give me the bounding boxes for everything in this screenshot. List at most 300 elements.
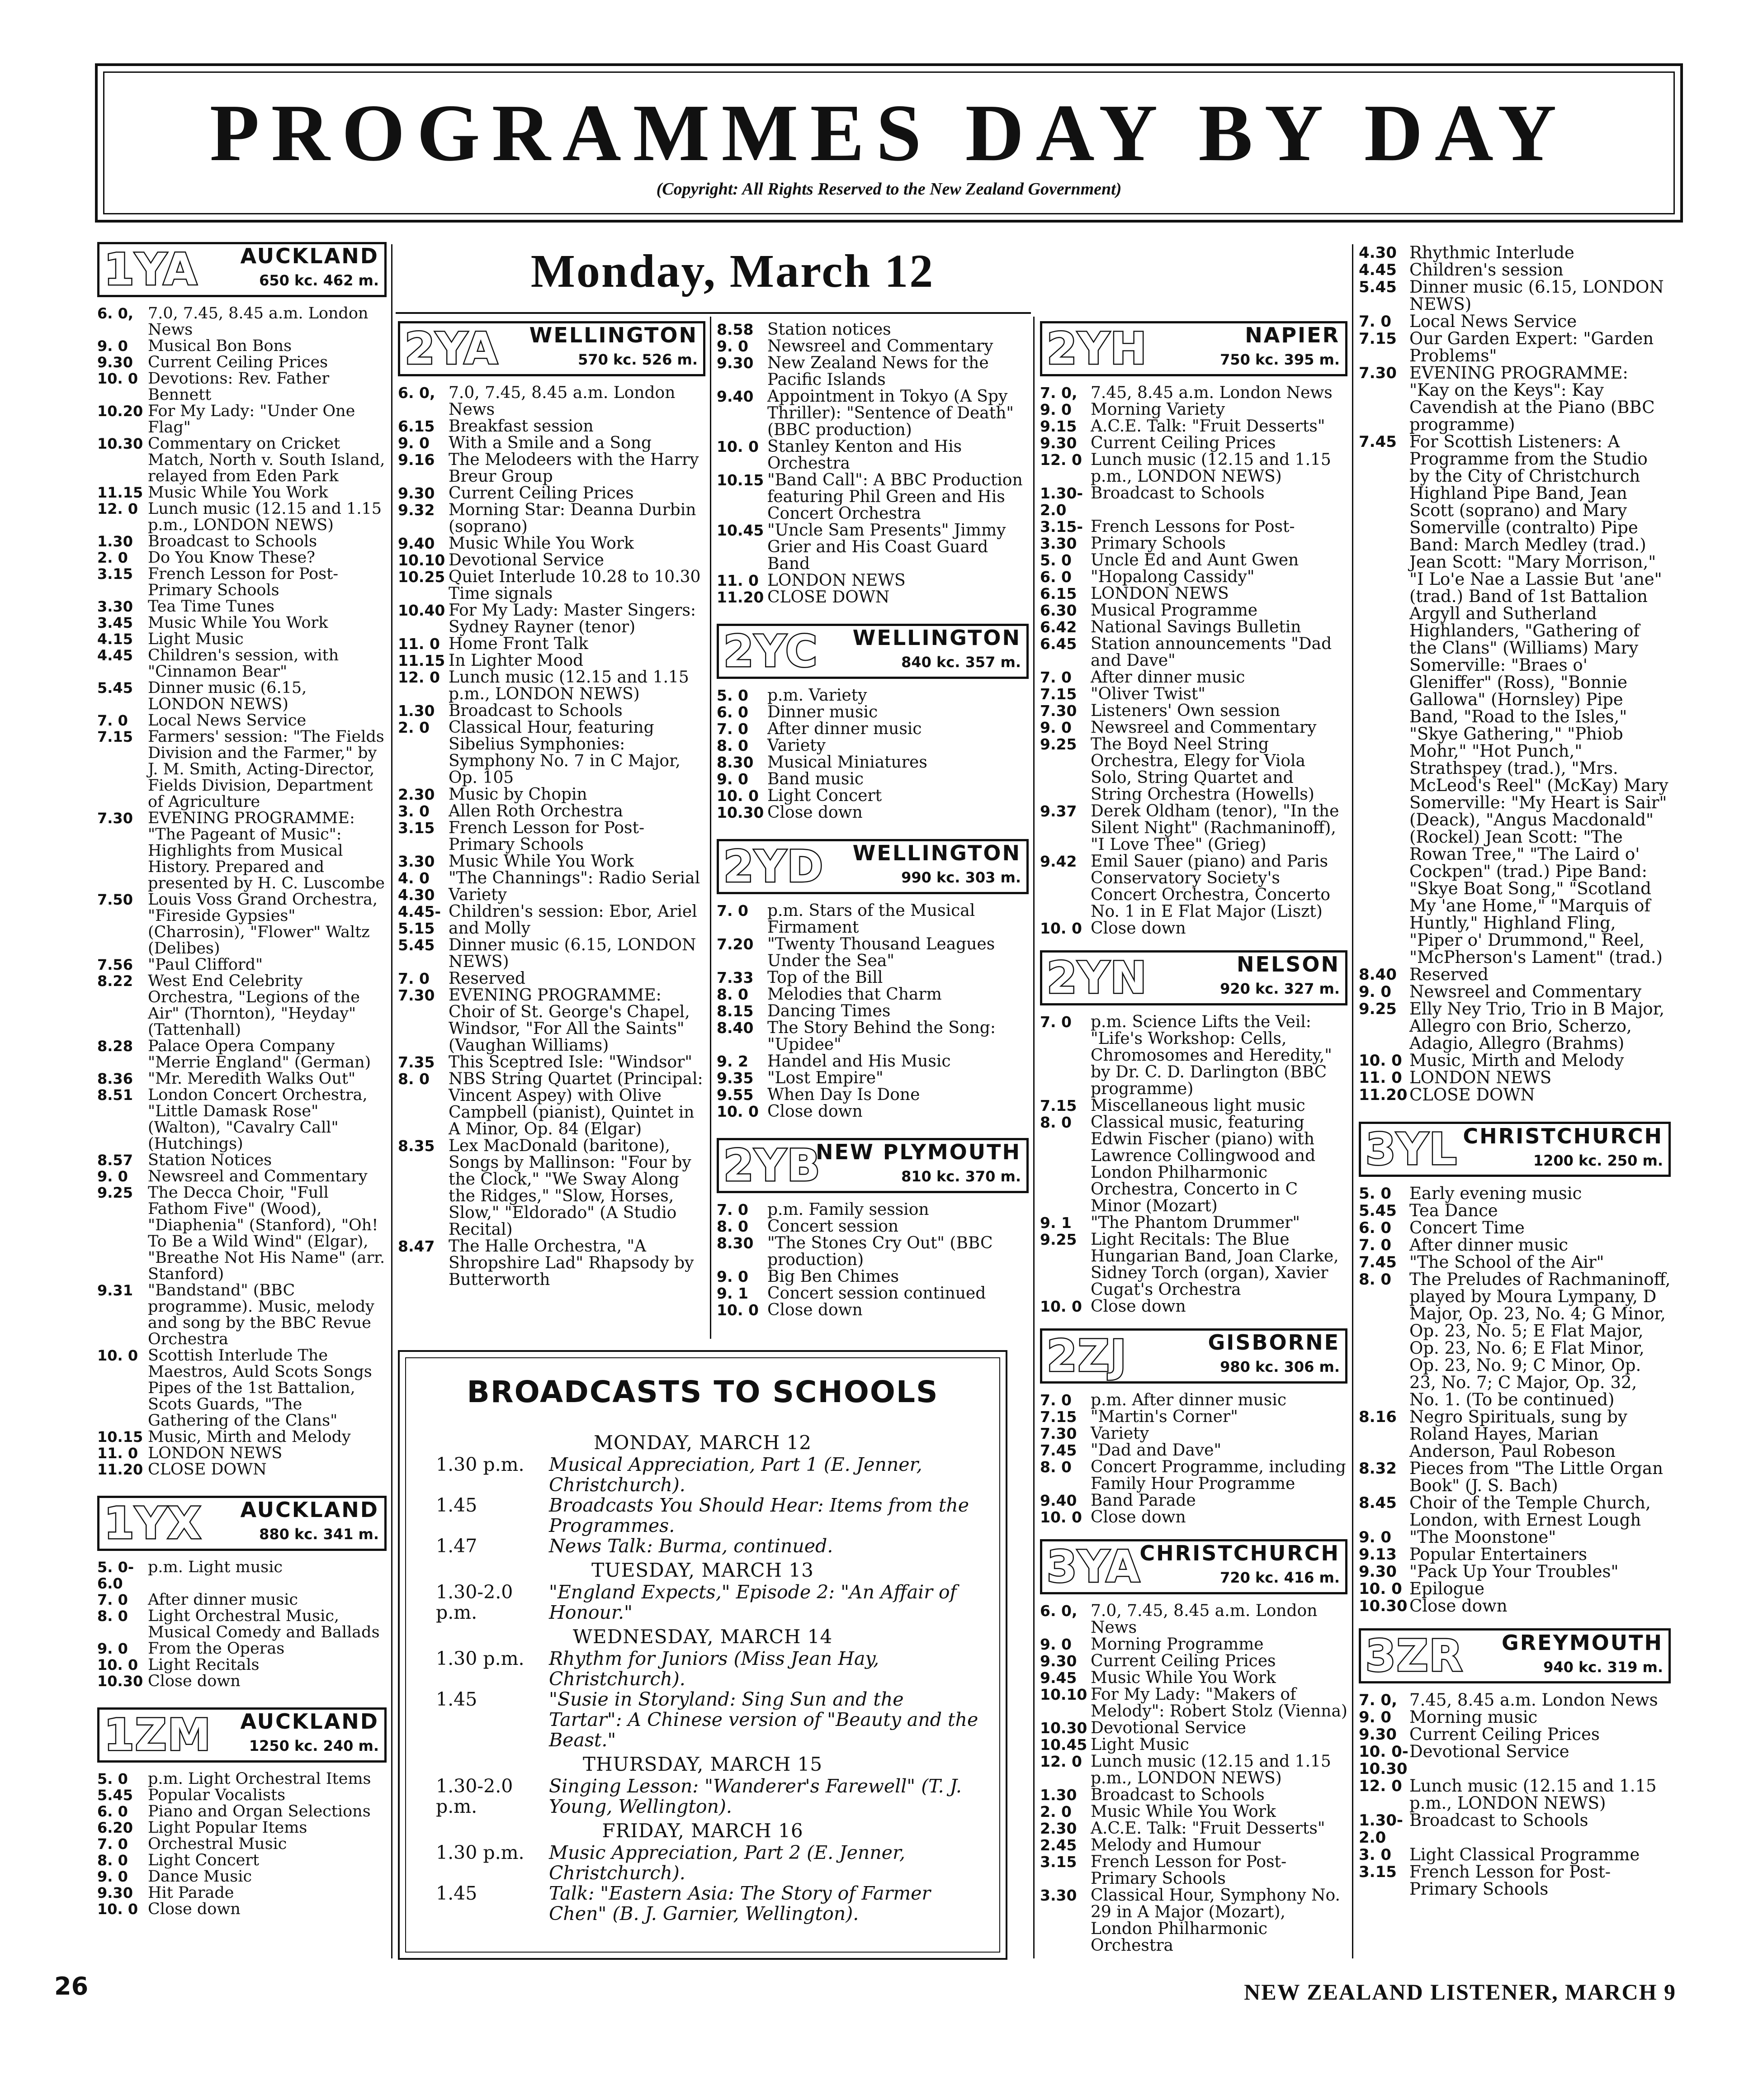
programme-title: "Paul Clifford" [148,956,263,974]
programme-item [1359,1709,1671,1726]
programme-item [1040,1787,1347,1803]
schools-item [409,1649,997,1689]
programme-title: Newsreel and Commentary [1409,982,1642,1001]
programme-title: Lex MacDonald (baritone), Songs by Mallinson: "Four by the Clock," "We Sway Along the Ridges," "Slow, Horses, Slow," "Eldorado" (A Studio Recital) [449,1137,691,1239]
programme-item [97,712,387,729]
programme-time: 7. 0 [1040,1013,1072,1031]
programme-item [97,1559,387,1592]
programme-time: 9. 0 [1359,983,1392,1001]
programme-time: 6.20 [97,1819,133,1836]
programme-item [97,973,387,1038]
schools-box [398,1350,1007,1960]
programme-title: Light Music [148,630,244,648]
programme-item [97,1787,387,1803]
programme-time: 9. 2 [717,1052,748,1070]
column-5 [1359,244,1671,1898]
programme-title: Dinner music [767,703,878,721]
programme-title: Light Recitals: The Blue Hungarian Band, Joan Clarke, Sidney Torch (organ), Xavier Cugat's Orchestra [1091,1230,1339,1299]
programme-time: 9. 0 [97,1168,128,1185]
programme-time: 10. 0 [1359,1580,1402,1598]
station-city: WELLINGTON [852,841,1021,865]
programme-time: 12. 0 [1040,1753,1082,1770]
programme-title: National Savings Bulletin [1091,618,1301,636]
programme-time: 8.35 [398,1137,435,1155]
programme-item [97,1592,387,1608]
programme-item [398,1054,705,1071]
station-header [717,1138,1029,1193]
programme-time: 11. 0 [717,572,759,589]
programme-title: "Uncle Sam Presents" Jimmy Grier and His Coast Guard Band [767,521,1006,573]
programme-item [1359,983,1671,1000]
schools-item [409,1495,997,1536]
programme-title: Music While You Work [449,534,634,553]
programme-time: 9.25 [1040,735,1077,753]
schools-item-title: Musical Appreciation, Part 1 (E. Jenner, Christchurch). [549,1454,922,1496]
programme-time: 3.15 [97,565,133,583]
programme-time: 10.30 [1040,1719,1087,1737]
programme-item [97,1038,387,1071]
programme-title: Allen Roth Orchestra [449,802,623,820]
programme-time: 3. 0 [1359,1846,1392,1864]
programme-title: Palace Opera Company "Merrie England" (German) [148,1037,371,1071]
programme-item [1040,1887,1347,1954]
programme-item [1359,1052,1671,1069]
programme-title: Music, Mirth and Melody [1409,1051,1624,1070]
programme-time: 9.16 [398,451,435,469]
schools-day-heading: WEDNESDAY, MARCH 14 [572,1626,833,1648]
programme-title: p.m. Science Lifts the Veil: "Life's Workshop: Cells, Chromosomes and Heredity," by Dr. C. D. Darlington (BBC programme) [1091,1013,1332,1098]
programme-time: 10. 0-10.30 [1359,1743,1408,1778]
programme-time: 7. 0 [97,1835,128,1853]
programme-title: Handel and His Music [767,1052,951,1071]
programme-title: Top of the Bill [767,968,883,987]
programme-item [398,451,705,485]
programme-title: Local News Service [148,711,307,730]
programme-item [1359,1598,1671,1615]
programme-title: Elly Ney Trio, Trio in B Major, Allegro con Brio, Scherzo, Adagio, Allegro (Brahms) [1409,999,1664,1053]
programme-title: "Mr. Meredith Walks Out" [148,1070,356,1088]
programme-item [97,810,387,891]
programme-time: 7. 0 [1040,668,1072,686]
programme-item [97,729,387,810]
programme-item [398,786,705,803]
copyright-notice: (Copyright: All Rights Reserved to the New Zealand Government) [656,180,1122,199]
programme-title: Commentary on Cricket Match, North v. South Island, relayed from Eden Park [148,435,385,485]
programme-item [1040,1853,1347,1887]
station-callsign: 1ZM [104,1710,212,1760]
station-header [1040,950,1347,1005]
programme-time: 6.15 [1040,585,1077,602]
programme-item [97,615,387,631]
programme-item [1359,1254,1671,1271]
programme-time: 8.22 [97,972,133,990]
programme-title: Musical Programme [1091,601,1258,620]
masthead-frame [95,63,1683,223]
programme-item [1040,920,1347,937]
schools-item [409,1776,997,1817]
programme-item [1040,451,1347,485]
schools-item-time: 1.45 [436,1494,477,1516]
programme-time: 9. 0 [97,1868,128,1885]
programme-title: With a Smile and a Song [449,434,652,452]
station-header [1359,1628,1671,1683]
programme-time: 8. 0 [717,1218,748,1235]
programme-time: 2.45 [1040,1836,1077,1854]
programme-title: Lunch music (12.15 and 1.15 p.m., LONDON NEWS) [148,500,382,534]
programme-title: Appointment in Tokyo (A Spy Thriller): "Sentence of Death" (BBC production) [767,387,1014,439]
station-city: GISBORNE [1208,1330,1340,1355]
programme-title: From the Operas [148,1640,285,1658]
station-city: NEW PLYMOUTH [816,1140,1021,1164]
programme-title: Musical Bon Bons [148,337,292,355]
programme-item [717,936,1029,969]
programme-title: "Twenty Thousand Leagues Under the Sea" [767,935,995,970]
programme-title: Dance Music [148,1868,252,1886]
schools-day-heading: TUESDAY, MARCH 13 [591,1559,814,1581]
programme-item [398,602,705,635]
programme-item [97,354,387,370]
programme-item [1040,602,1347,619]
programme-time: 10.30 [97,1673,143,1690]
programme-time: 10. 0 [1359,1052,1402,1070]
programme-time: 6. 0 [717,703,748,721]
programme-title: Pieces from "The Little Organ Book" (J. S. Bach) [1409,1459,1663,1495]
programme-time: 12. 0 [1040,451,1082,469]
programme-title: Rhythmic Interlude [1409,243,1574,262]
programme-title: Popular Entertainers [1409,1545,1587,1564]
programme-time: 5. 0 [717,687,748,704]
programme-time: 9.30 [717,354,754,372]
programme-time: 9. 0 [1359,1528,1392,1546]
programme-item [1040,1803,1347,1820]
programme-time: 8.15 [717,1002,754,1020]
programme-title: Broadcast to Schools [449,702,623,720]
programme-title: Stanley Kenton and His Orchestra [767,437,962,473]
programme-title: Close down [1091,919,1186,938]
programme-item [97,1820,387,1836]
schools-item-title: Broadcasts You Should Hear: Items from the Programmes. [549,1494,969,1536]
programme-title: p.m. After dinner music [1091,1391,1286,1409]
programme-item [398,870,705,886]
programme-title: Choir of the Temple Church, London, with Ernest Lough [1409,1493,1651,1530]
station-frequency: 880 kc. 341 m. [259,1526,379,1543]
programme-title: French Lessons for Post-Primary Schools [1091,517,1295,553]
programme-time: 5. 0-6.0 [97,1559,134,1592]
column-rule [391,244,392,1958]
programme-item [97,1185,387,1282]
station-callsign: 1YA [104,244,198,295]
programme-title: Light Orchestral Music, Musical Comedy and Ballads [148,1607,380,1641]
programme-title: Newsreel and Commentary [148,1167,368,1185]
programme-time: 10.10 [398,551,445,569]
programme-item [398,485,705,502]
programme-title: p.m. Variety [767,686,867,705]
programme-title: Melody and Humour [1091,1836,1261,1854]
programme-item [1040,1408,1347,1425]
programme-title: Lunch music (12.15 and 1.15 p.m., LONDON NEWS) [1091,450,1331,486]
programme-time: 11. 0 [398,635,440,653]
programme-time: 9.30 [1359,1726,1397,1744]
programme-item [97,1445,387,1461]
programme-time: 9.40 [1040,1492,1077,1509]
schools-item [409,1536,997,1556]
station-callsign: 2YC [723,626,818,677]
programme-title: Early evening music [1409,1184,1582,1203]
schools-item [409,1455,997,1495]
programme-time: 7.30 [398,986,435,1004]
schools-day-heading: FRIDAY, MARCH 16 [602,1820,803,1842]
programme-title: "Bandstand" (BBC programme). Music, melody and song by the BBC Revue Orchestra [148,1281,374,1348]
programme-title: Variety [449,886,507,904]
programme-item [1359,313,1671,330]
programme-title: In Lighter Mood [449,651,584,670]
programme-time: 10. 0 [1040,920,1082,937]
station-header [1040,1328,1347,1384]
programme-time: 4.30 [398,886,435,904]
programme-time: 10.30 [717,804,764,821]
programme-time: 9.30 [1359,1563,1397,1581]
programme-item [398,635,705,652]
programme-item [1040,803,1347,853]
programme-item [1040,1653,1347,1669]
programme-time: 10. 0 [97,1901,138,1918]
programme-item [1359,1494,1671,1529]
programme-time: 2. 0 [398,719,430,736]
programme-time: 2.30 [1040,1820,1077,1837]
programme-time: 8.40 [717,1019,754,1037]
programme-time: 11.20 [97,1461,143,1478]
programme-title: "The Phantom Drummer" [1091,1214,1300,1232]
programme-item [398,1138,705,1238]
programme-item [1359,433,1671,966]
programme-item [717,1302,1029,1318]
programme-title: Tea Time Tunes [148,597,274,616]
station-city: AUCKLAND [240,1498,379,1522]
station-frequency: 720 kc. 416 m. [1220,1569,1340,1586]
programme-time: 7.56 [97,956,133,973]
schools-day-heading: THURSDAY, MARCH 15 [582,1753,823,1775]
programme-title: Close down [767,803,863,822]
programme-title: The Melodeers with the Harry Breur Group [449,450,699,486]
programme-time: 12. 0 [97,500,138,517]
programme-title: Light Classical Programme [1409,1845,1640,1864]
programme-item [717,771,1029,787]
programme-item [717,321,1029,338]
programme-title: Music While You Work [449,852,634,871]
programme-title: Newsreel and Commentary [1091,718,1317,737]
programme-time: 10.30 [97,435,143,452]
programme-item [1359,1812,1671,1846]
programme-title: The Boyd Neel String Orchestra, Elegy for Viola Solo, String Quartet and String Orchestra (Howells) [1091,735,1314,804]
programme-title: Local News Service [1409,312,1577,331]
programme-title: Classical Hour, Symphony No. 29 in A Major (Mozart), London Philharmonic Orchestra [1091,1886,1340,1955]
programme-title: "Lost Empire" [767,1069,884,1087]
programme-title: Light Concert [148,1851,260,1869]
programme-item [398,652,705,669]
programme-title: LONDON NEWS [767,571,906,590]
programme-time: 1.30-2.0 [1040,484,1083,519]
programme-item [1040,1669,1347,1686]
programme-time: 7. 0 [1359,1236,1392,1254]
programme-item [97,1836,387,1852]
programme-time: 3.15 [1040,1853,1077,1871]
station-frequency: 1200 kc. 250 m. [1533,1152,1663,1169]
programme-item [97,1071,387,1087]
programme-title: Tea Dance [1409,1201,1498,1220]
programme-time: 9. 0 [1040,719,1072,736]
programme-title: Music, Mirth and Melody [148,1428,351,1446]
programme-time: 4. 0 [398,869,430,887]
station-city: AUCKLAND [240,1709,379,1734]
schools-item [409,1883,997,1924]
programme-time: 10.15 [717,471,764,489]
programme-time: 7. 0 [1359,313,1392,331]
programme-time: 8.30 [717,754,754,771]
programme-time: 9.42 [1040,853,1077,870]
programme-item [398,1238,705,1288]
programme-time: 9.37 [1040,802,1077,820]
programme-item [398,435,705,451]
programme-item [1359,1408,1671,1460]
programme-item [97,1657,387,1673]
programme-item [717,1268,1029,1285]
programme-time: 10. 0 [717,438,759,455]
programme-time: 9.35 [717,1069,754,1087]
programme-title: Station Notices [148,1151,272,1169]
programme-time: 9.25 [1359,1000,1397,1018]
programme-item [1040,1214,1347,1231]
programme-time: 5. 0 [1359,1185,1392,1203]
programme-time: 9. 0 [717,1268,748,1285]
schools-item-time: 1.30 p.m. [436,1842,525,1863]
schools-day-heading: MONDAY, MARCH 12 [593,1432,812,1454]
programme-item [97,1771,387,1787]
programme-time: 7.15 [1359,330,1397,348]
programme-title: West End Celebrity Orchestra, "Legions of the Air" (Thornton), "Heyday" (Tattenhall) [148,972,360,1039]
programme-time: 7. 0 [1040,1391,1072,1409]
programme-title: Close down [767,1102,863,1121]
programme-title: Devotional Service [1409,1742,1569,1761]
column-3 [717,321,1029,1318]
programme-time: 6.15 [398,417,435,435]
programme-time: 11. 0 [97,1445,138,1462]
schools-item-title: "Susie in Storyland: Sing Sun and the Tartar": A Chinese version of "Beauty and the Beast." [549,1688,978,1751]
programme-title: Big Ben Chimes [767,1267,899,1286]
programme-item [1040,569,1347,585]
programme-item [97,338,387,354]
programme-item [717,472,1029,522]
station-frequency: 940 kc. 319 m. [1543,1659,1663,1676]
programme-time: 11. 0 [1359,1069,1402,1087]
programme-time: 7.33 [717,969,754,986]
programme-item [1040,736,1347,803]
programme-item [717,572,1029,589]
programme-title: Variety [767,736,826,755]
programme-time: 10.45 [1040,1736,1087,1754]
programme-item [1040,1820,1347,1837]
programme-item [398,702,705,719]
programme-time: 10. 0 [97,1347,138,1364]
programme-time: 12. 0 [398,668,440,686]
programme-time: 10. 0 [717,1301,759,1319]
station-callsign: 2YH [1047,323,1148,374]
programme-title: 7.45, 8.45 a.m. London News [1409,1690,1658,1710]
programme-title: When Day Is Done [767,1086,920,1104]
schools-item-time: 1.30 p.m. [436,1454,525,1475]
programme-time: 5. 0 [1040,551,1072,569]
programme-item [1040,401,1347,418]
programme-time: 7. 0 [717,720,748,738]
programme-title: Dancing Times [767,1002,891,1020]
programme-item [97,680,387,712]
programme-item [1359,244,1671,261]
publication-footer: NEW ZEALAND LISTENER, MARCH 9 [1244,1979,1676,2005]
programme-title: Music While You Work [1091,1802,1276,1821]
station-city: WELLINGTON [529,323,698,347]
station-header [97,1496,387,1551]
programme-item [398,418,705,435]
programme-title: Light Recitals [148,1656,260,1674]
programme-item [1359,365,1671,433]
programme-item [717,1235,1029,1268]
programme-time: 1.30 [97,533,133,550]
programme-time: 4.45 [97,647,133,664]
programme-item [717,986,1029,1003]
programme-item [1040,1736,1347,1753]
programme-time: 7.30 [1040,1425,1077,1442]
programme-title: Station announcements "Dad and Dave" [1091,635,1332,670]
programme-item [1040,518,1347,552]
programme-title: Home Front Talk [449,635,588,653]
programme-time: 9. 0 [97,1640,128,1657]
programme-title: Dinner music (6.15, LONDON NEWS) [449,936,696,971]
programme-item [717,1285,1029,1302]
programme-title: French Lesson for Post-Primary Schools [449,819,645,854]
programme-item [97,501,387,533]
programme-item [1359,1069,1671,1086]
schools-title: BROADCASTS TO SCHOOLS [467,1375,939,1409]
programme-item [97,631,387,647]
programme-item [1040,1636,1347,1653]
programme-time: 12. 0 [1359,1777,1402,1795]
programme-item [398,886,705,903]
programme-item [1359,1726,1671,1743]
programme-item [717,687,1029,704]
schools-list [409,1429,997,1924]
programme-item [1040,702,1347,719]
programme-time: 3.15 [398,819,435,837]
programme-title: "Pack Up Your Troubles" [1409,1562,1619,1581]
programme-item [717,589,1029,606]
programme-item [1040,1459,1347,1492]
programme-time: 8.40 [1359,966,1397,984]
programme-time: 7.30 [1359,364,1397,382]
programme-time: 9. 0 [1359,1708,1392,1726]
programme-item [1359,279,1671,313]
programme-item [1040,1097,1347,1114]
page-title: PROGRAMMES DAY BY DAY [209,88,1569,178]
programme-time: 9.30 [398,484,435,502]
programme-title: LONDON NEWS [1409,1068,1552,1087]
programme-title: Close down [148,1900,241,1918]
programme-item [1359,1778,1671,1812]
programme-item [1040,1231,1347,1298]
programme-title: Station notices [767,320,891,339]
programme-item [1359,330,1671,365]
programme-item [97,1673,387,1689]
programme-item [1359,261,1671,279]
programme-title: Lunch music (12.15 and 1.15 p.m., LONDON NEWS) [1409,1776,1657,1813]
